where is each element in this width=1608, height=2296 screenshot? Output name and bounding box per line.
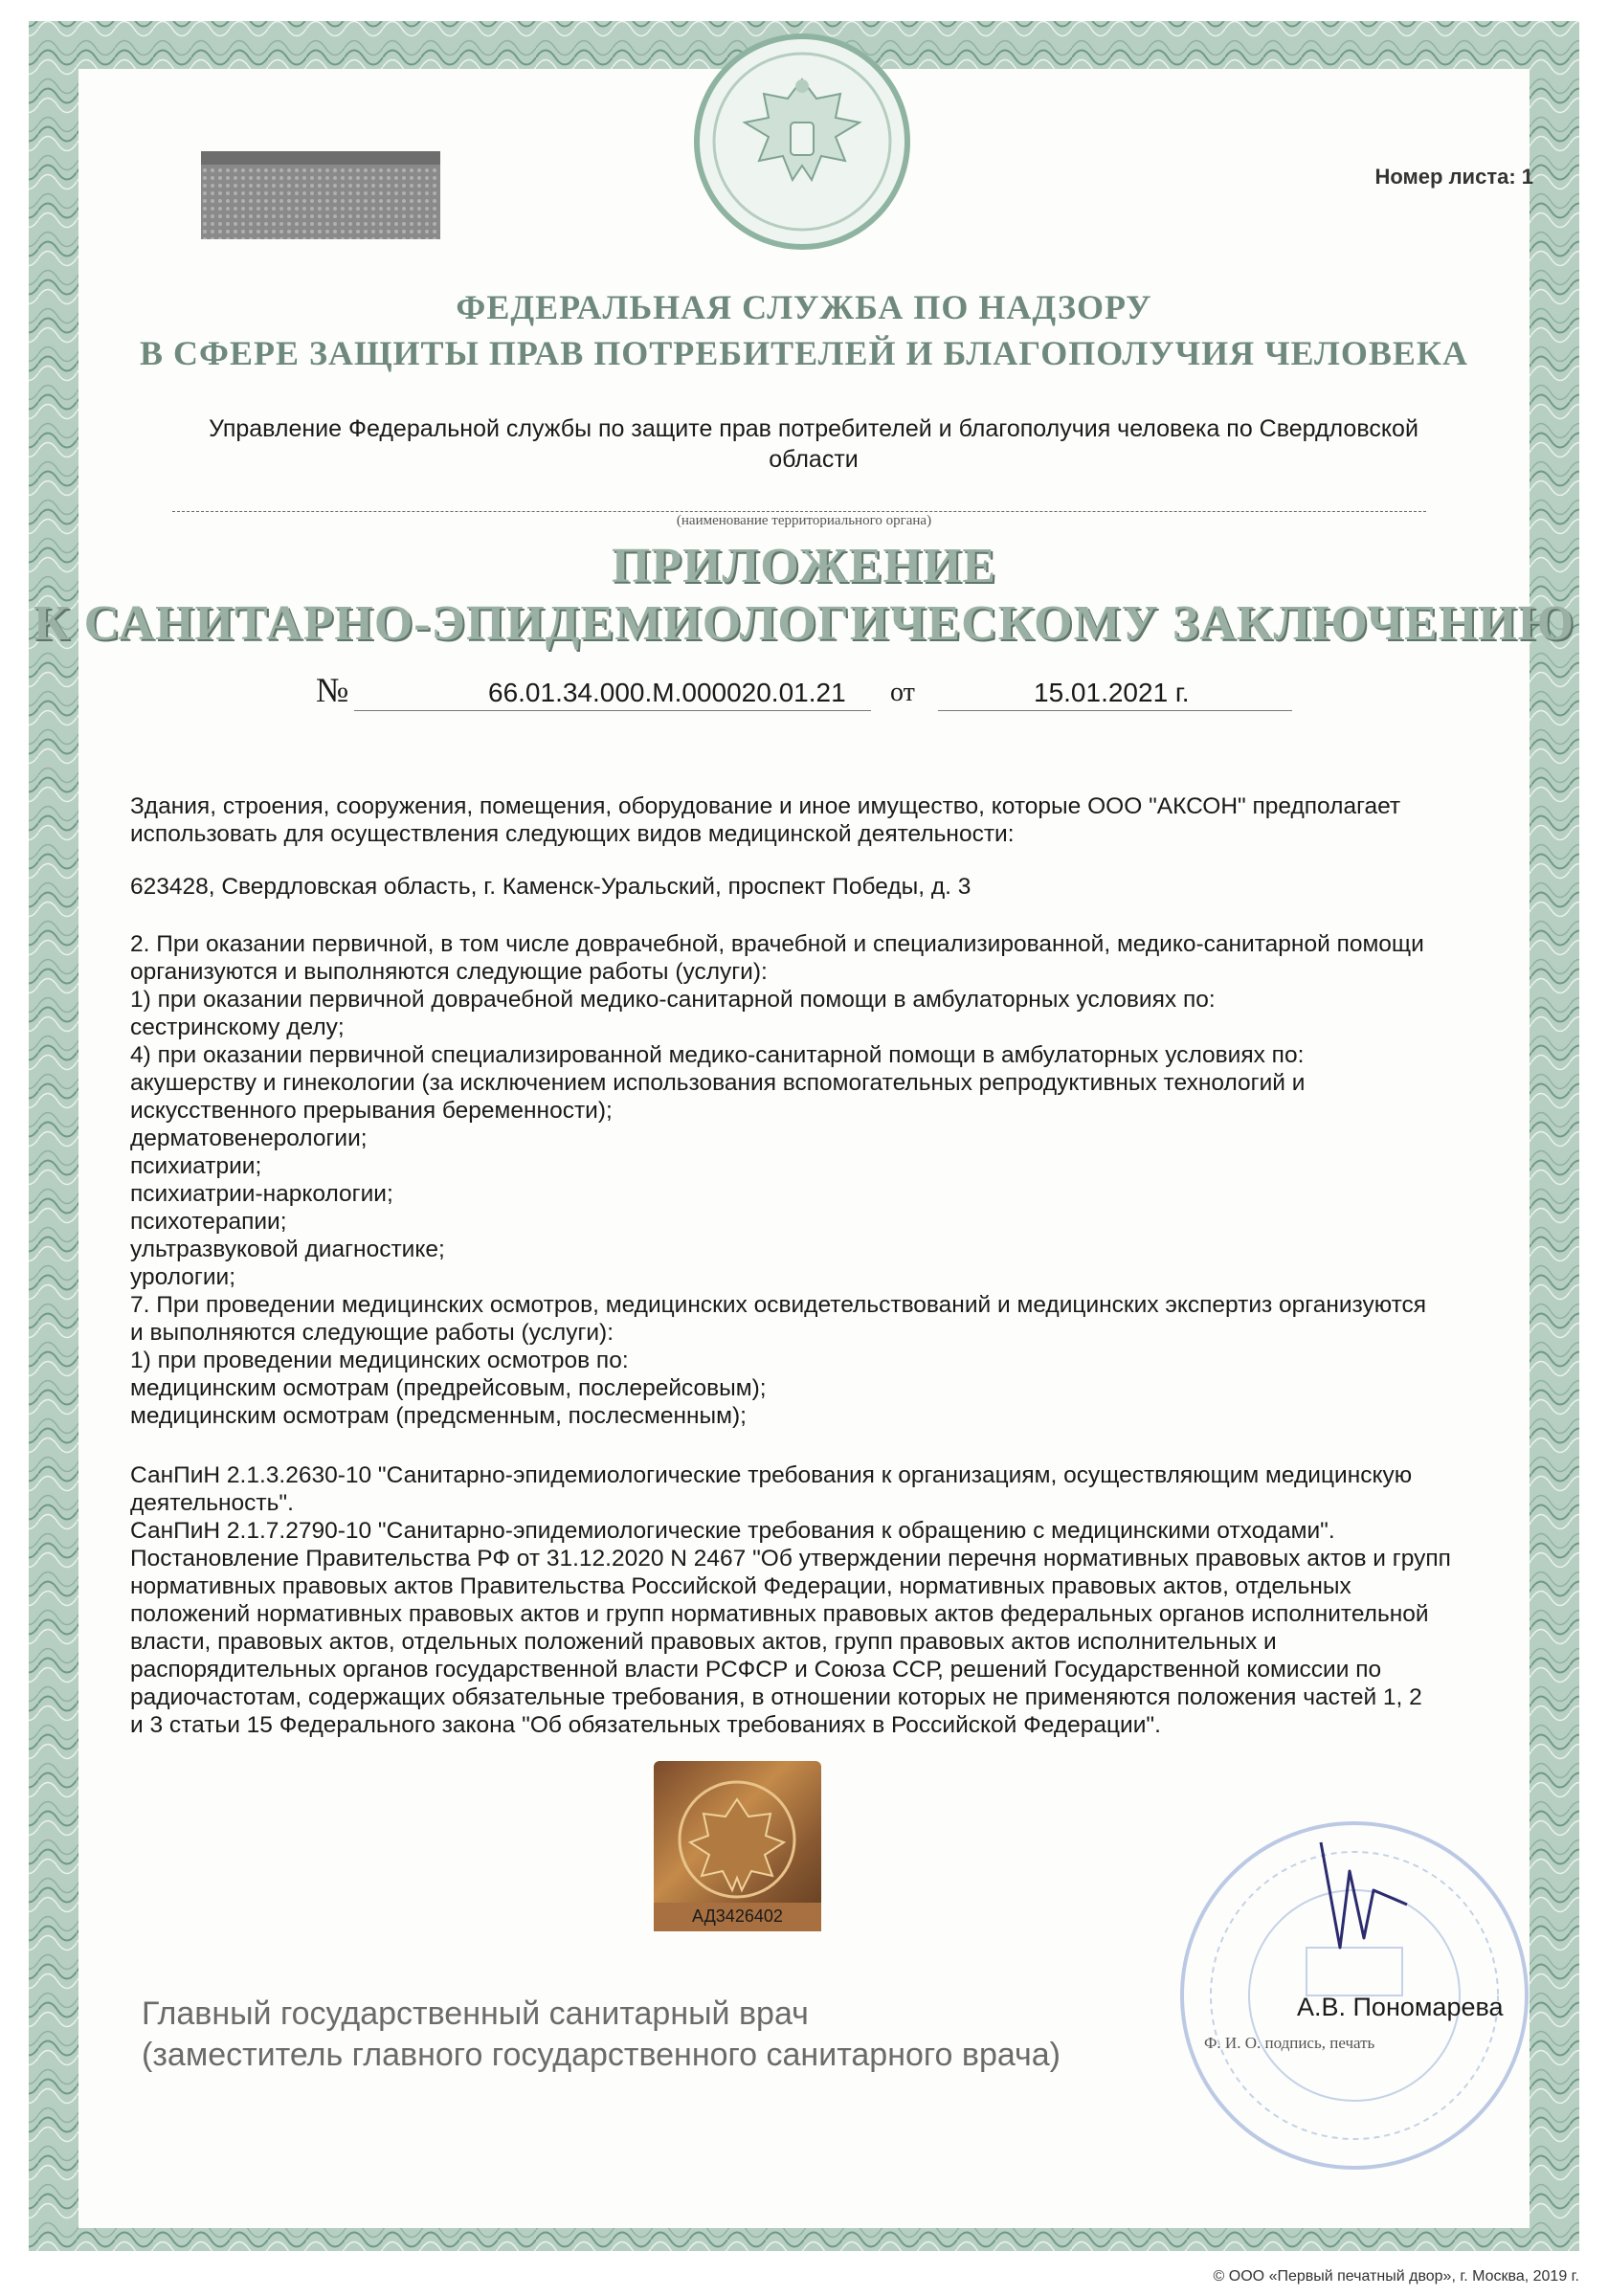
territorial-underline — [172, 511, 1426, 512]
security-hologram-strip — [201, 151, 440, 239]
emblem-icon — [687, 27, 917, 256]
number-sign: № — [316, 671, 349, 709]
signatory-position-line2: (заместитель главного государственного санитарного врача) — [142, 2037, 1061, 2073]
from-word: от — [890, 678, 915, 707]
services-list: 2. При оказании первичной, в том числе доврачебной, врачебной и специализированной, медико-санитарной помощи организуются и выполняются следующие работы (услуги): 1) при оказании первичной доврачебной медико-санитарной помощи в амбулаторных условиях по: сестринскому делу; 4) при оказании первичной специализированной медико-санитарной помощи в амбулаторных условиях по: акушерству и гинекологии (за исключением использования вспомогательных репродуктивных технологий и искусственного прерывания беременности); дерматовенерологии; психиатрии; психиатрии-наркологии; психотерапии; ультразвуковой диагностике; урологии; 7. При проведении медицинских осмотров, медицинских освидетельствований и медицинских экспертиз организуются и выполняются следующие работы (услуги): 1) при проведении медицинских осмотров по: медицинским осмотрам (предрейсовым, послерейсовым); медицинским осмотрам (предсменным, послесменным); — [130, 931, 1427, 1429]
agency-name-line1: ФЕДЕРАЛЬНАЯ СЛУЖБА ПО НАДЗОРУ — [456, 288, 1152, 326]
territorial-body: Управление Федеральной службы по защите прав потребителей и благополучия человека по Свердловской области — [209, 415, 1418, 473]
agency-name-line2: В СФЕРЕ ЗАЩИТЫ ПРАВ ПОТРЕБИТЕЛЕЙ И БЛАГОПОЛУЧИЯ ЧЕЛОВЕКА — [140, 334, 1468, 372]
number-underline — [354, 710, 871, 711]
hologram-serial: АД3426402 — [692, 1906, 783, 1926]
date-underline — [938, 710, 1292, 711]
handwritten-signature — [1283, 1833, 1426, 1957]
signatory-name: А.В. Пономарева — [1297, 1993, 1504, 2021]
document-title-line2: К САНИТАРНО-ЭПИДЕМИОЛОГИЧЕСКОМУ ЗАКЛЮЧЕНИЮ — [33, 596, 1575, 651]
address-paragraph: 623428, Свердловская область, г. Каменск-Уральский, проспект Победы, д. 3 — [130, 874, 972, 900]
document-number-row — [316, 670, 1292, 716]
territorial-caption: (наименование территориального органа) — [676, 513, 932, 528]
document-number: 66.01.34.000.М.000020.01.21 — [488, 678, 846, 707]
signature-caption: Ф. И. О. подпись, печать — [1204, 2034, 1375, 2052]
document-date: 15.01.2021 г. — [1034, 678, 1190, 707]
regulations-paragraph: СанПиН 2.1.3.2630-10 "Санитарно-эпидемиологические требования к организациям, осуществляющим медицинскую деятельность". СанПиН 2.1.7.2790-10 "Санитарно-эпидемиологические требования к обращению с медицинскими отходами". Постановление Правительства РФ от 31.12.2020 N 2467 "Об утверждении перечня нормативных правовых актов и групп нормативных правовых актов Правительства Российской Федерации, нормативных правовых актов, отдельных положений нормативных правовых актов и групп нормативных правовых актов федеральных органов исполнительной власти, правовых актов, отдельных положений правовых актов, групп правовых актов исполнительных и распорядительных органов государственной власти РСФСР и Союза ССР, решений Государственной комиссии по радиочастотам, содержащих обязательные требования, в отношении которых не применяются положения частей 1, 2 и 3 статьи 15 Федерального закона "Об обязательных требованиях в Российской Федерации". — [130, 1462, 1451, 1738]
printer-credit: © ООО «Первый печатный двор», г. Москва, 2019 г. — [1213, 2268, 1579, 2285]
intro-paragraph: Здания, строения, сооружения, помещения, оборудование и иное имущество, которые ООО "АКСОН" предполагает использовать для осуществления следующих видов медицинской деятельности: — [130, 793, 1401, 847]
document-title-line1: ПРИЛОЖЕНИЕ — [611, 539, 997, 593]
sheet-number: Номер листа: 1 — [1374, 165, 1533, 189]
signatory-position-line1: Главный государственный санитарный врач — [142, 1995, 809, 2032]
hologram-seal — [654, 1761, 821, 1931]
